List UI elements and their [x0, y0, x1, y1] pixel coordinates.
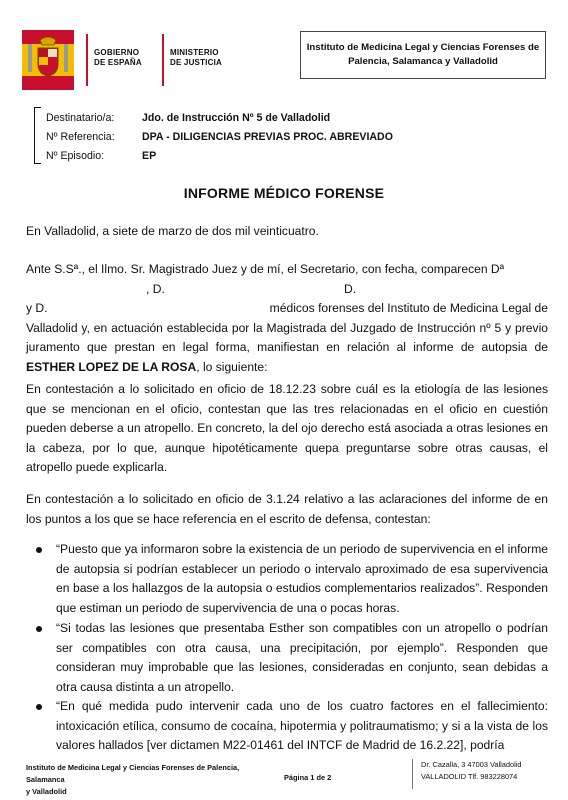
- logo-ministerio-line2: DE JUSTICIA: [170, 58, 222, 67]
- paragraph-comparecen-rest: [26, 319, 548, 378]
- institute-line1: Instituto de Medicina Legal y Ciencias Forenses de: [306, 42, 540, 53]
- government-logo: [22, 30, 242, 90]
- document-title: INFORME MÉDICO FORENSE: [183, 185, 385, 201]
- referencia-value: DPA - DILIGENCIAS PREVIAS PROC. ABREVIADO: [142, 131, 393, 143]
- paragraph-comparecen-line1: Ante S.Sª., el Ilmo. Sr. Magistrado Juez y de mí, el Secretario, con fecha, comparecen Dª: [26, 262, 505, 276]
- list-item: [56, 540, 548, 618]
- logo-gobierno-text: [86, 34, 158, 86]
- footer-institute-line2: y Valladolid: [26, 787, 67, 796]
- comparecen-role: médicos forenses del Instituto de Medicina Legal de: [269, 301, 548, 316]
- logo-ministerio-text: [162, 34, 254, 86]
- paragraph-aclaraciones: En contestación a lo solicitado en oficio de 3.1.24 relativo a las aclaraciones del informe de en los puntos a los que se hace referencia en el escrito de defensa, contestan:: [26, 492, 548, 526]
- bullet-text: “Si todas las lesiones que presentaba Esther son compatibles con un atropello o podrían ser compatibles con otra causa, una precipitación, por ejemplo”. Responden que consideran muy improbable que las lesiones, consideradas en conjunto, sean debidas a otra causa distinta a un atropello.: [56, 621, 548, 694]
- bullet-dot-icon: [36, 547, 42, 553]
- footer-institute-line1: Instituto de Medicina Legal y Ciencias Forenses de Palencia, Salamanca: [26, 763, 240, 784]
- bullet-dot-icon: [36, 704, 42, 710]
- bullet-dot-icon: [36, 626, 42, 632]
- comparecen-d1: , D.: [146, 281, 165, 296]
- episodio-value: EP: [142, 150, 157, 162]
- comparecen-end: , lo siguiente:: [196, 359, 268, 374]
- institute-box: [300, 31, 546, 79]
- bullet-text: “En qué medida pudo intervenir cada uno de los cuatro factores en el fallecimiento: intoxicación etílica, consumo de cocaína, hipotermia y politraumatismo; y si a la vista de los valores hallados [ver dictamen M22-01461 del INTCF de Madrid de 16.2.22], podría: [56, 699, 548, 753]
- paragraph-comparecen-line3: [26, 299, 548, 319]
- coat-of-arms-icon: [22, 30, 74, 90]
- paragraph-comparecen-line2: [26, 280, 548, 300]
- logo-ministerio-line1: MINISTERIO: [170, 48, 219, 57]
- logo-gobierno-line1: GOBIERNO: [94, 48, 140, 57]
- list-item: [56, 619, 548, 697]
- bullet-text: “Puesto que ya informaron sobre la existencia de un periodo de supervivencia en el informe de autopsia si podrían establecer un periodo o intervalo aproximado de esa supervivencia en base a los hallazgos de la autopsia o estudios complementarios realizados”. Responden que estiman un periodo de supervivencia de una o pocas horas.: [56, 542, 548, 615]
- episodio-label: Nº Episodio:: [46, 150, 105, 162]
- paragraph-date: En Valladolid, a siete de marzo de dos mil veinticuatro.: [26, 224, 319, 238]
- footer-address-line1: Dr. Cazalla, 3 47003 Valladolid: [421, 760, 522, 769]
- deceased-name: ESTHER LOPEZ DE LA ROSA: [26, 359, 197, 374]
- page-number: Página 1 de 2: [284, 773, 332, 782]
- comparecen-rest-text: Valladolid y, en actuación establecida por la Magistrada del Juzgado de Instrucción nº 5 y previo juramento que prestan en legal forma, manifiestan en relación al informe de autopsia de: [26, 320, 548, 355]
- logo-gobierno-line2: DE ESPAÑA: [94, 58, 142, 67]
- footer-address-line2: VALLADOLID Tlf. 983228074: [421, 772, 518, 781]
- list-item: [56, 697, 548, 756]
- paragraph-etiologia: En contestación a lo solicitado en oficio de 18.12.23 sobre cuál es la etiología de las lesiones que se mencionan en el oficio, contestan que las tres relacionadas en el oficio en cuestión pueden deberse a un atropello. En concreto, la del ojo derecho está asociada a otras lesiones en la cabeza, por lo que, aunque hipotéticamente quepa preguntarse sobre otras causas, el atropello puede explicarla.: [26, 382, 548, 475]
- referencia-label: Nº Referencia:: [46, 131, 115, 143]
- footer-institute: [26, 762, 276, 798]
- footer-address: [412, 759, 561, 789]
- destinatario-label: Destinatario/a:: [46, 112, 115, 124]
- comparecen-d3: y D.: [26, 301, 48, 316]
- paragraph-comparecen: [26, 260, 548, 378]
- comparecen-d2: D.: [344, 281, 357, 296]
- destinatario-value: Jdo. de Instrucción Nº 5 de Valladolid: [142, 112, 331, 124]
- institute-line2: Palencia, Salamanca y Valladolid: [348, 56, 498, 67]
- recipient-bracket: [34, 107, 41, 164]
